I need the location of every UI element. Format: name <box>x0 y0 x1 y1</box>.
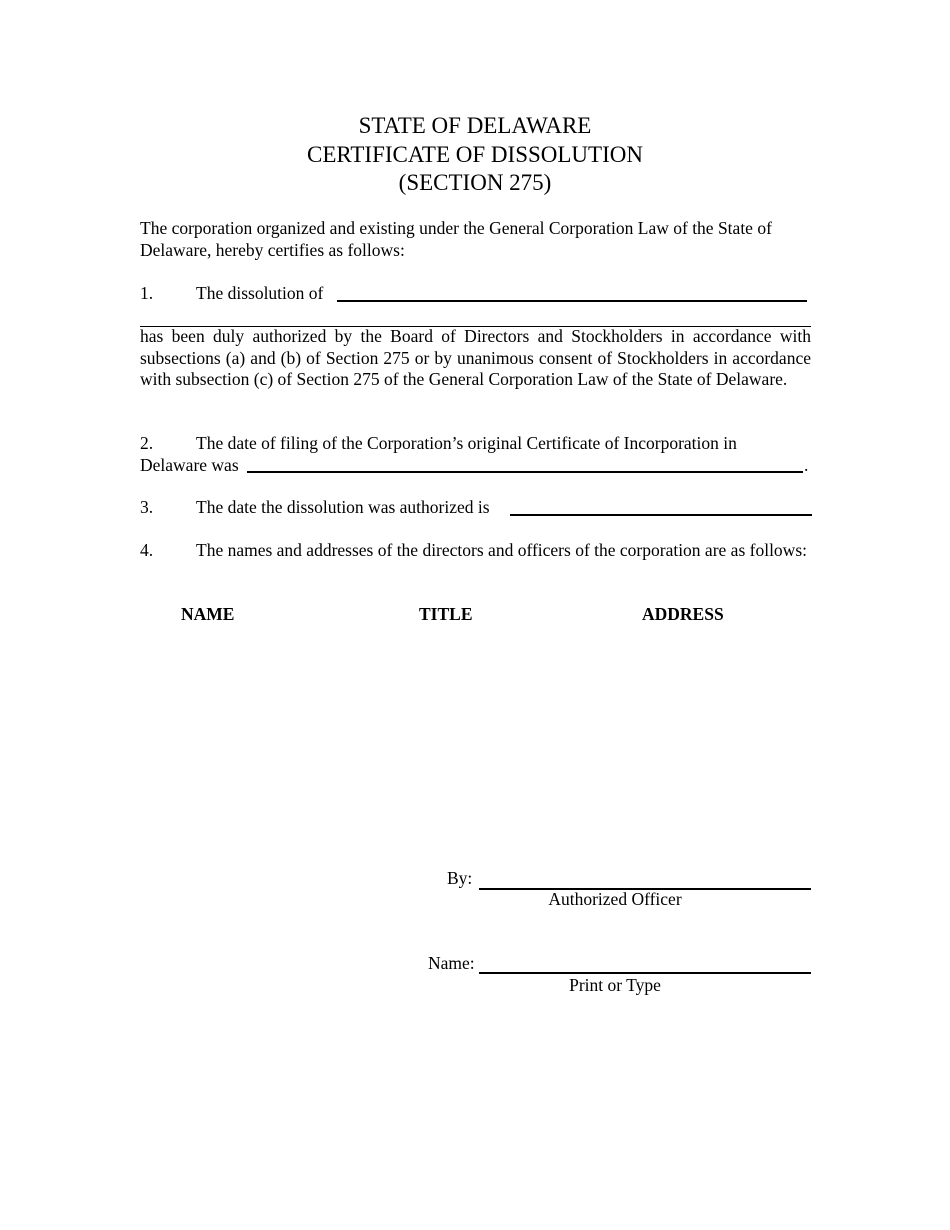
item-1-number: 1. <box>140 283 154 303</box>
column-header-address: ADDRESS <box>642 604 724 624</box>
column-header-name: NAME <box>181 604 235 624</box>
item-1-continuation: has been duly authorized by the Board of Directors and Stockholders in accordance with subsections (a) and (b) of Section 275 or by unanimous consent of Stockholders in accordance with subsection (c) of Section 275 of the General Corporation Law of the State of Delaware. <box>140 326 811 389</box>
item-4-text: The names and addresses of the directors and officers of the corporation are as follows: <box>196 540 807 560</box>
document-title <box>0 112 950 198</box>
intro-paragraph: The corporation organized and existing under the General Corporation Law of the State of Delaware, hereby certifies as follows: <box>140 218 772 260</box>
title-state: STATE OF DELAWARE <box>358 113 592 138</box>
item-3-text: The date the dissolution was authorized is <box>196 497 490 517</box>
item-2-line-1 <box>140 433 811 455</box>
item-4-number: 4. <box>140 540 154 560</box>
name-label: Name: <box>428 953 475 973</box>
item-2-number: 2. <box>140 433 154 453</box>
title-certificate: CERTIFICATE OF DISSOLUTION <box>307 141 643 167</box>
corporation-name-field[interactable] <box>337 300 807 302</box>
item-4-paragraph <box>140 540 811 562</box>
incorporation-date-field[interactable] <box>247 471 803 473</box>
item-2-line-2 <box>140 455 811 477</box>
item-3-number: 3. <box>140 497 154 517</box>
print-or-type-caption: Print or Type <box>569 975 661 995</box>
item-1-lead: The dissolution of <box>196 283 324 303</box>
item-2-period: . <box>804 455 809 475</box>
column-header-title: TITLE <box>419 604 473 624</box>
printed-name-field[interactable] <box>479 972 811 974</box>
item-2-text-1: The date of filing of the Corporation’s original Certificate of Incorporation in <box>196 433 737 453</box>
title-section: (SECTION 275) <box>398 170 552 195</box>
item-2-text-2: Delaware was <box>140 455 239 475</box>
by-label: By: <box>447 868 473 888</box>
authorized-officer-caption: Authorized Officer <box>548 889 682 909</box>
authorization-date-field[interactable] <box>510 514 812 516</box>
